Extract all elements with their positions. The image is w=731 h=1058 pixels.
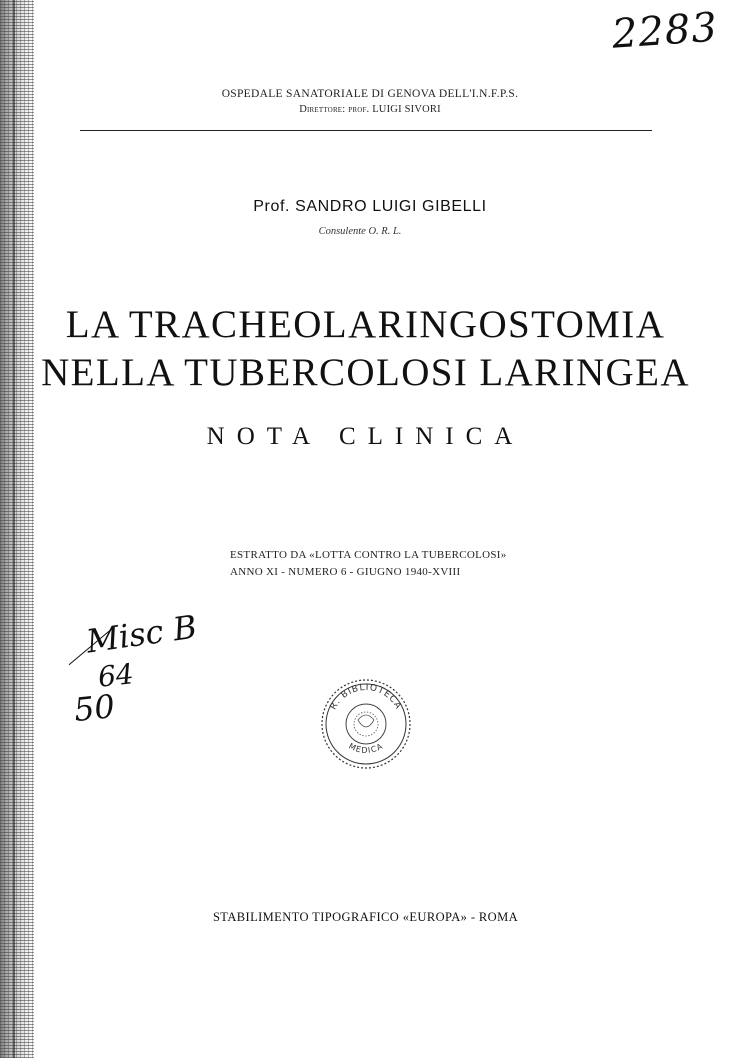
- scan-edge-line: [13, 0, 15, 1058]
- handwritten-catalog-number: 2283: [610, 4, 720, 58]
- title-line-1: LA TRACHEOLARINGOSTOMIA: [65, 303, 666, 346]
- shelfmark-line-3: 50: [72, 686, 117, 730]
- author-role: Consulente O. R. L.: [318, 226, 402, 237]
- shelfmark-line-2: 64: [96, 657, 136, 694]
- extract-issue: ANNO XI - NUMERO 6 - GIUGNO 1940-XVIII: [230, 566, 461, 578]
- svg-text:R. BIBLIOTECA: [329, 683, 404, 712]
- title-line-2: NELLA TUBERCOLOSI LARINGEA: [41, 351, 690, 394]
- scan-edge-noise: [0, 0, 34, 1058]
- library-stamp-icon: [318, 676, 414, 772]
- header-divider: [80, 130, 652, 131]
- director-line: Direttore: prof. LUIGI SIVORI: [299, 104, 441, 115]
- extract-source: ESTRATTO DA «LOTTA CONTRO LA TUBERCOLOSI»: [230, 549, 507, 561]
- svg-text:MEDICA: [347, 741, 385, 755]
- author-name: Prof. SANDRO LUIGI GIBELLI: [253, 198, 487, 215]
- stamp-text-bottom: MEDICA: [347, 741, 385, 755]
- subtitle: NOTA CLINICA: [206, 423, 525, 450]
- institution-header: OSPEDALE SANATORIALE DI GENOVA DELL'I.N.F.P.S.: [221, 88, 519, 100]
- printer-imprint: STABILIMENTO TIPOGRAFICO «EUROPA» - ROMA: [212, 910, 519, 924]
- stamp-text-top: R. BIBLIOTECA: [328, 682, 404, 712]
- shelfmark-line-1: Misc B: [83, 607, 200, 661]
